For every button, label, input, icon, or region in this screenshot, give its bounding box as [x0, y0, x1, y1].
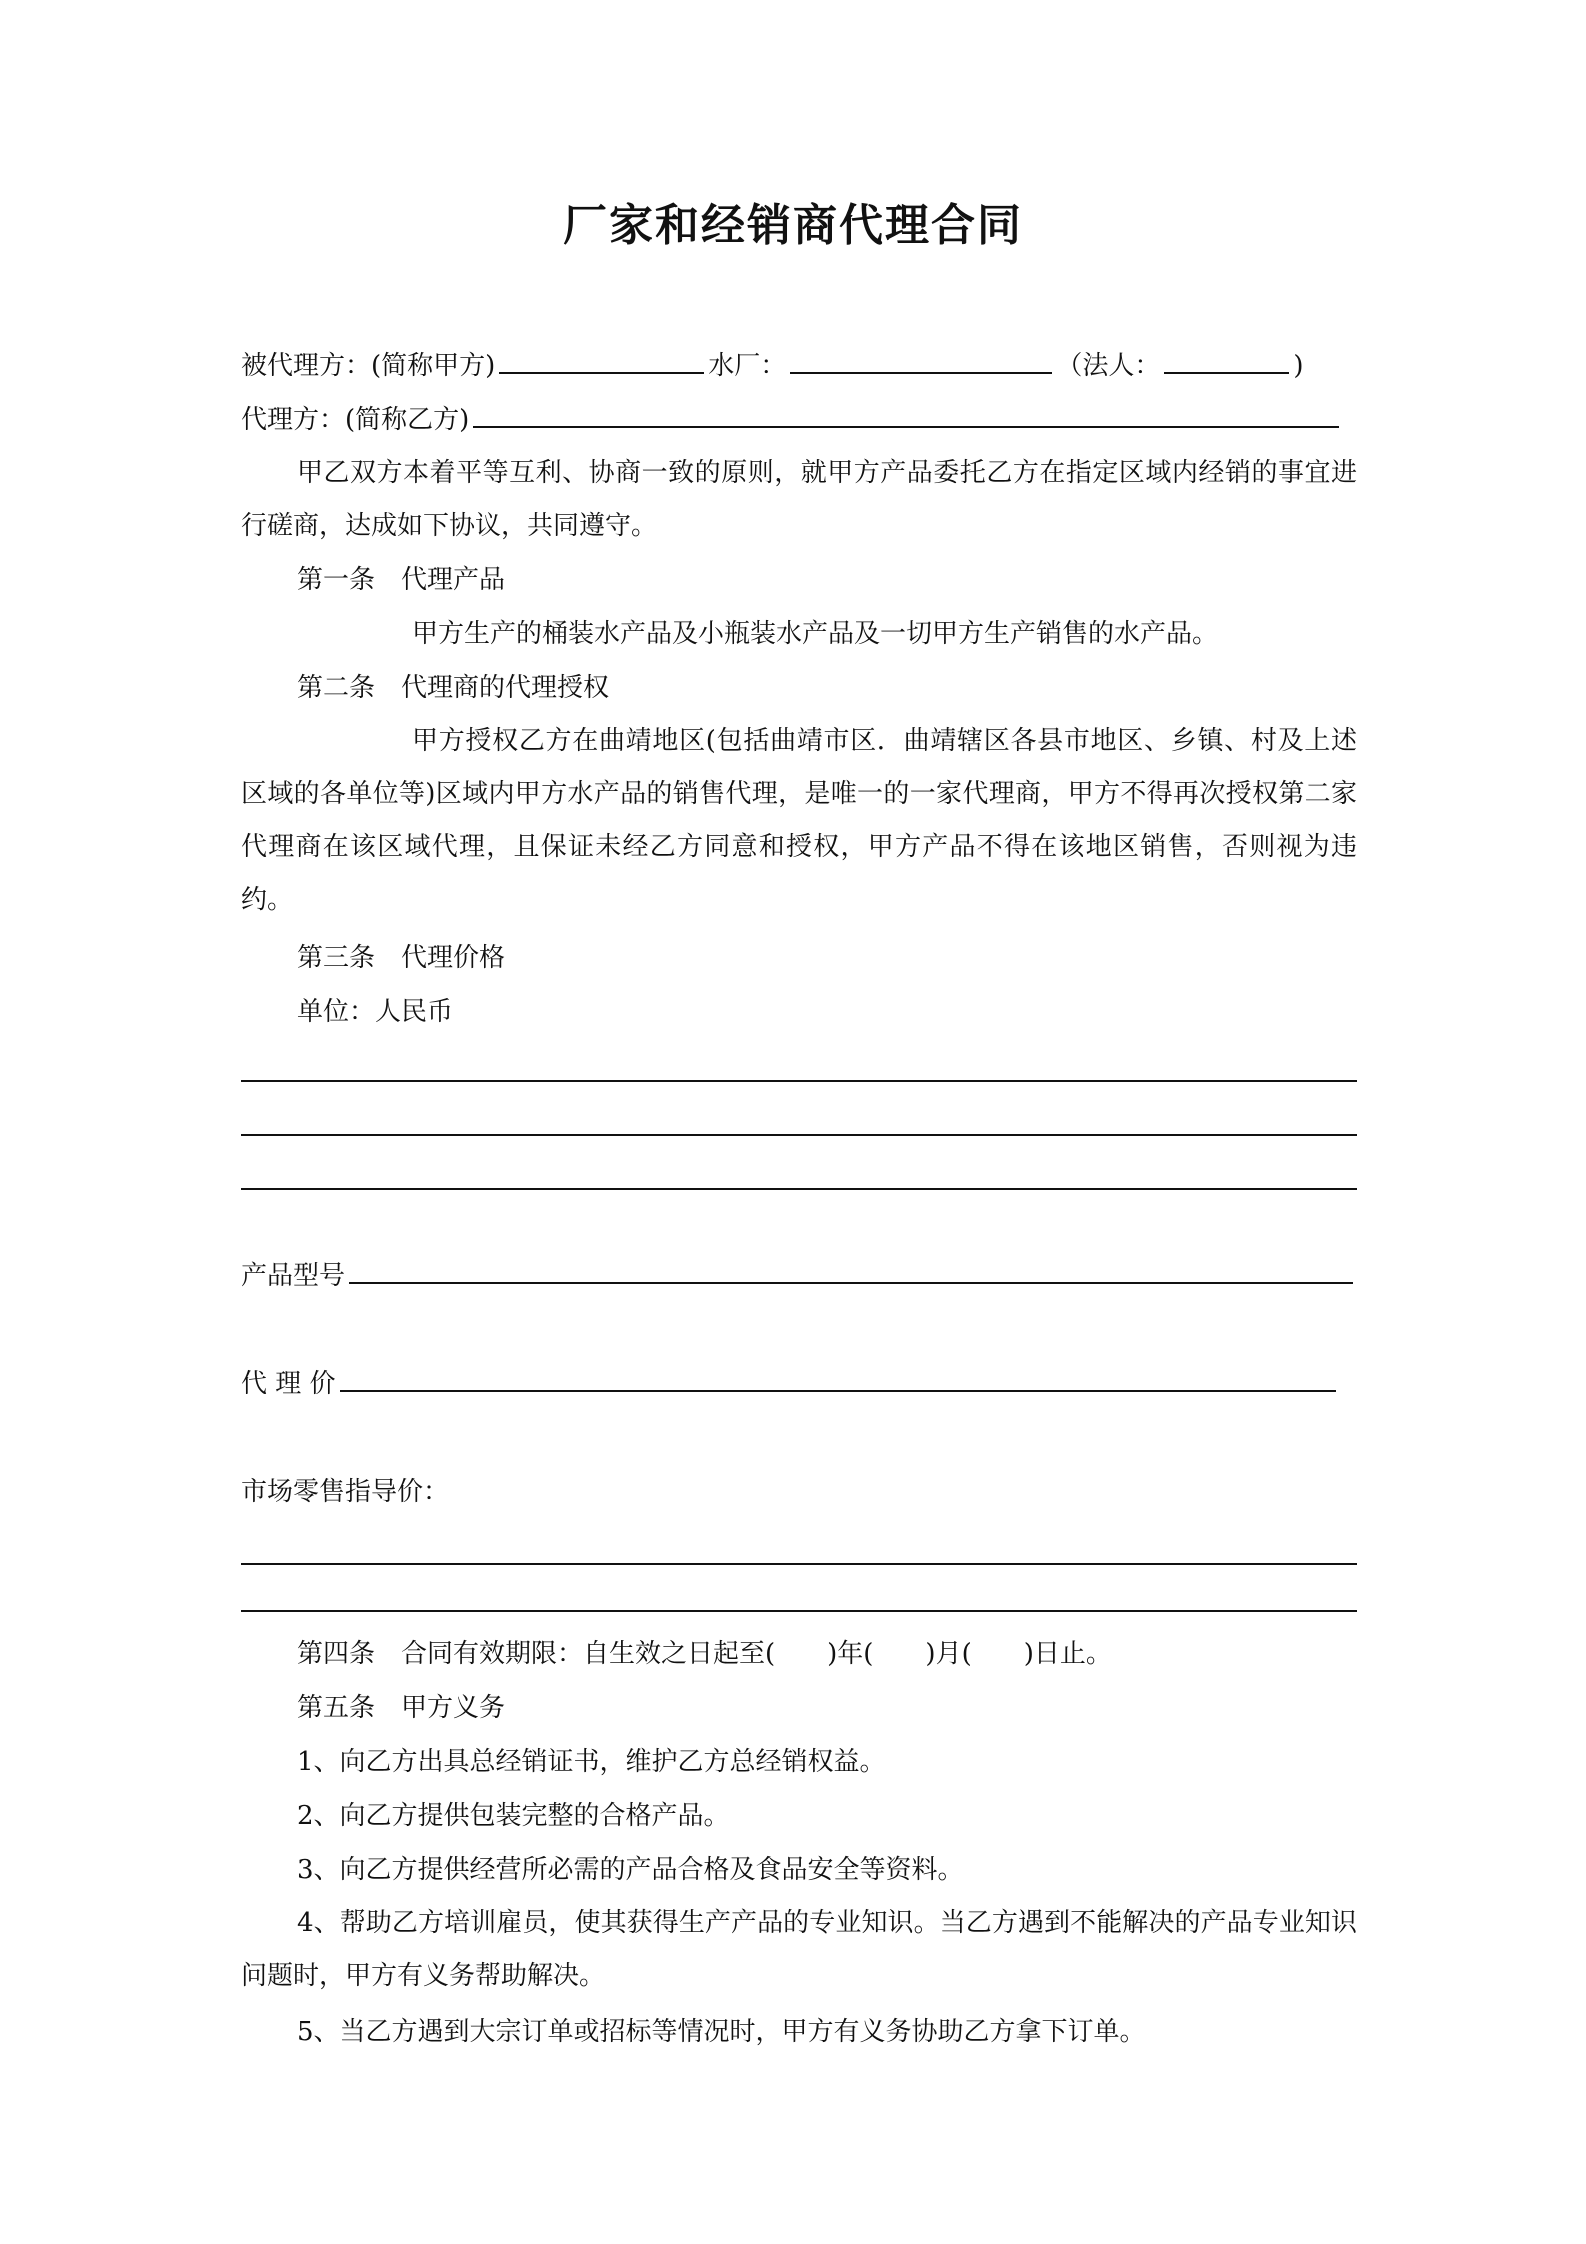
intro-paragraph: 甲乙双方本着平等互利、协商一致的原则，就甲方产品委托乙方在指定区域内经销的事宜进行磋商，达成如下协议，共同遵守。 [241, 458, 1357, 541]
party-b-blank [473, 400, 1339, 428]
product-model-label: 产品型号 [241, 1261, 346, 1291]
retail-price-rule-2 [241, 1610, 1357, 1612]
party-a-blank [499, 346, 704, 374]
agent-price-label: 代 理 价 [241, 1369, 336, 1399]
article-2-heading: 第二条 代理商的代理授权 [297, 673, 610, 703]
party-a-label: 被代理方：(简称甲方) [241, 351, 496, 381]
price-table-rule-2 [241, 1134, 1357, 1136]
legal-person-blank [1164, 346, 1289, 374]
product-model-line [241, 1256, 1357, 1296]
article-5-heading: 第五条 甲方义务 [297, 1693, 506, 1723]
duty-item-3: 3、向乙方提供经营所必需的产品合格及食品安全等资料。 [297, 1855, 964, 1885]
retail-price-label: 市场零售指导价： [241, 1477, 450, 1507]
legal-person-label: （法人： [1056, 351, 1161, 381]
legal-person-close: ) [1293, 351, 1304, 381]
water-plant-label: 水厂： [708, 351, 787, 381]
party-b-line [241, 400, 1343, 440]
duty-item-1: 1、向乙方出具总经销证书，维护乙方总经销权益。 [297, 1747, 886, 1777]
article-3-heading: 第三条 代理价格 [297, 943, 506, 973]
duty-item-2: 2、向乙方提供包装完整的合格产品。 [297, 1801, 730, 1831]
article-1-heading: 第一条 代理产品 [297, 565, 506, 595]
party-a-line [241, 346, 1303, 386]
retail-price-rule-1 [241, 1563, 1357, 1565]
article-2-body: 甲方授权乙方在曲靖地区(包括曲靖市区．曲靖辖区各县市地区、乡镇、村及上述区域的各单位等)区域内甲方水产品的销售代理，是唯一的一家代理商，甲方不得再次授权第二家代理商在该区域代理，且保证未经乙方同意和授权，甲方产品不得在该地区销售，否则视为违约。 [241, 726, 1357, 915]
document-title: 厂家和经销商代理合同 [563, 200, 1023, 251]
currency-unit: 单位：人民币 [297, 997, 454, 1027]
duty-item-5: 5、当乙方遇到大宗订单或招标等情况时，甲方有义务协助乙方拿下订单。 [297, 2017, 1146, 2047]
product-model-blank [349, 1256, 1353, 1284]
duty-item-4: 4、帮助乙方培训雇员，使其获得生产产品的专业知识。当乙方遇到不能解决的产品专业知识问题时，甲方有义务帮助解决。 [241, 1908, 1357, 1991]
price-table-rule-3 [241, 1188, 1357, 1190]
price-table-rule-1 [241, 1080, 1357, 1082]
article-1-body: 甲方生产的桶装水产品及小瓶装水产品及一切甲方生产销售的水产品。 [412, 619, 1219, 649]
article-4-text: 第四条 合同有效期限：自生效之日起至( )年( )月( )日止。 [297, 1639, 1112, 1669]
agent-price-blank [340, 1364, 1336, 1392]
water-plant-blank [790, 346, 1052, 374]
party-b-label: 代理方：(简称乙方) [241, 405, 470, 435]
agent-price-line [241, 1364, 1340, 1404]
